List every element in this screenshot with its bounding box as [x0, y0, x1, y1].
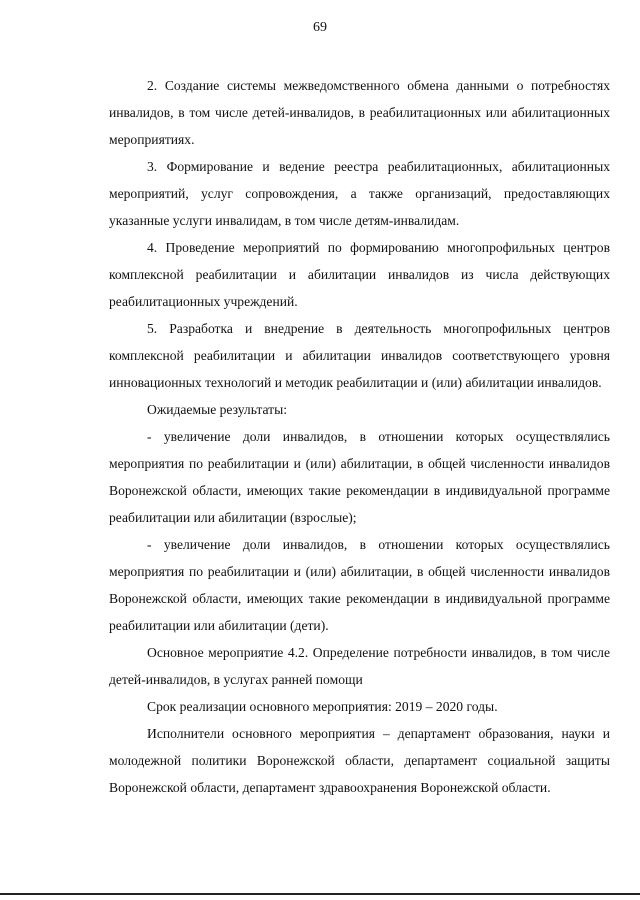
page-number: 69: [313, 20, 327, 35]
expected-results-heading: Ожидаемые результаты:: [147, 402, 288, 417]
main-activity-4-2: Основное мероприятие 4.2. Определение потребности инвалидов, в том числе детей-инвалидов, в услугах ранней помощи: [109, 645, 610, 687]
result-bullet-children: - увеличение доли инвалидов, в отношении которых осуществлялись мероприятия по реабилитации и (или) абилитации, в общей численности инвалидов Воронежской области, имеющих такие рекомендации в индивидуальной программе реабилитации или абилитации (дети).: [109, 537, 610, 633]
executors-paragraph: Исполнители основного мероприятия – департамент образования, науки и молодежной политики Воронежской области, департамент социальной защиты Воронежской области, департамент здравоохранения Воронежской области.: [109, 726, 610, 795]
paragraph-item-3: 3. Формирование и ведение реестра реабилитационных, абилитационных мероприятий, услуг сопровождения, а также организаций, предоставляющих указанные услуги инвалидам, в том числе детям-инвалидам.: [109, 159, 610, 228]
page-bottom-edge: [0, 893, 640, 895]
implementation-period: Срок реализации основного мероприятия: 2019 – 2020 годы.: [147, 699, 498, 714]
document-body: [109, 72, 610, 801]
result-bullet-adults: - увеличение доли инвалидов, в отношении которых осуществлялись мероприятия по реабилитации и (или) абилитации, в общей численности инвалидов Воронежской области, имеющих такие рекомендации в индивидуальной программе реабилитации или абилитации (взрослые);: [109, 429, 610, 525]
paragraph-item-5: 5. Разработка и внедрение в деятельность многопрофильных центров комплексной реабилитации и абилитации инвалидов соответствующего уровня инновационных технологий и методик реабилитации и (или) абилитации инвалидов.: [109, 321, 610, 390]
paragraph-item-4: 4. Проведение мероприятий по формированию многопрофильных центров комплексной реабилитации и абилитации инвалидов из числа действующих реабилитационных учреждений.: [109, 240, 610, 309]
paragraph-item-2: 2. Создание системы межведомственного обмена данными о потребностях инвалидов, в том числе детей-инвалидов, в реабилитационных или абилитационных мероприятиях.: [109, 78, 610, 147]
